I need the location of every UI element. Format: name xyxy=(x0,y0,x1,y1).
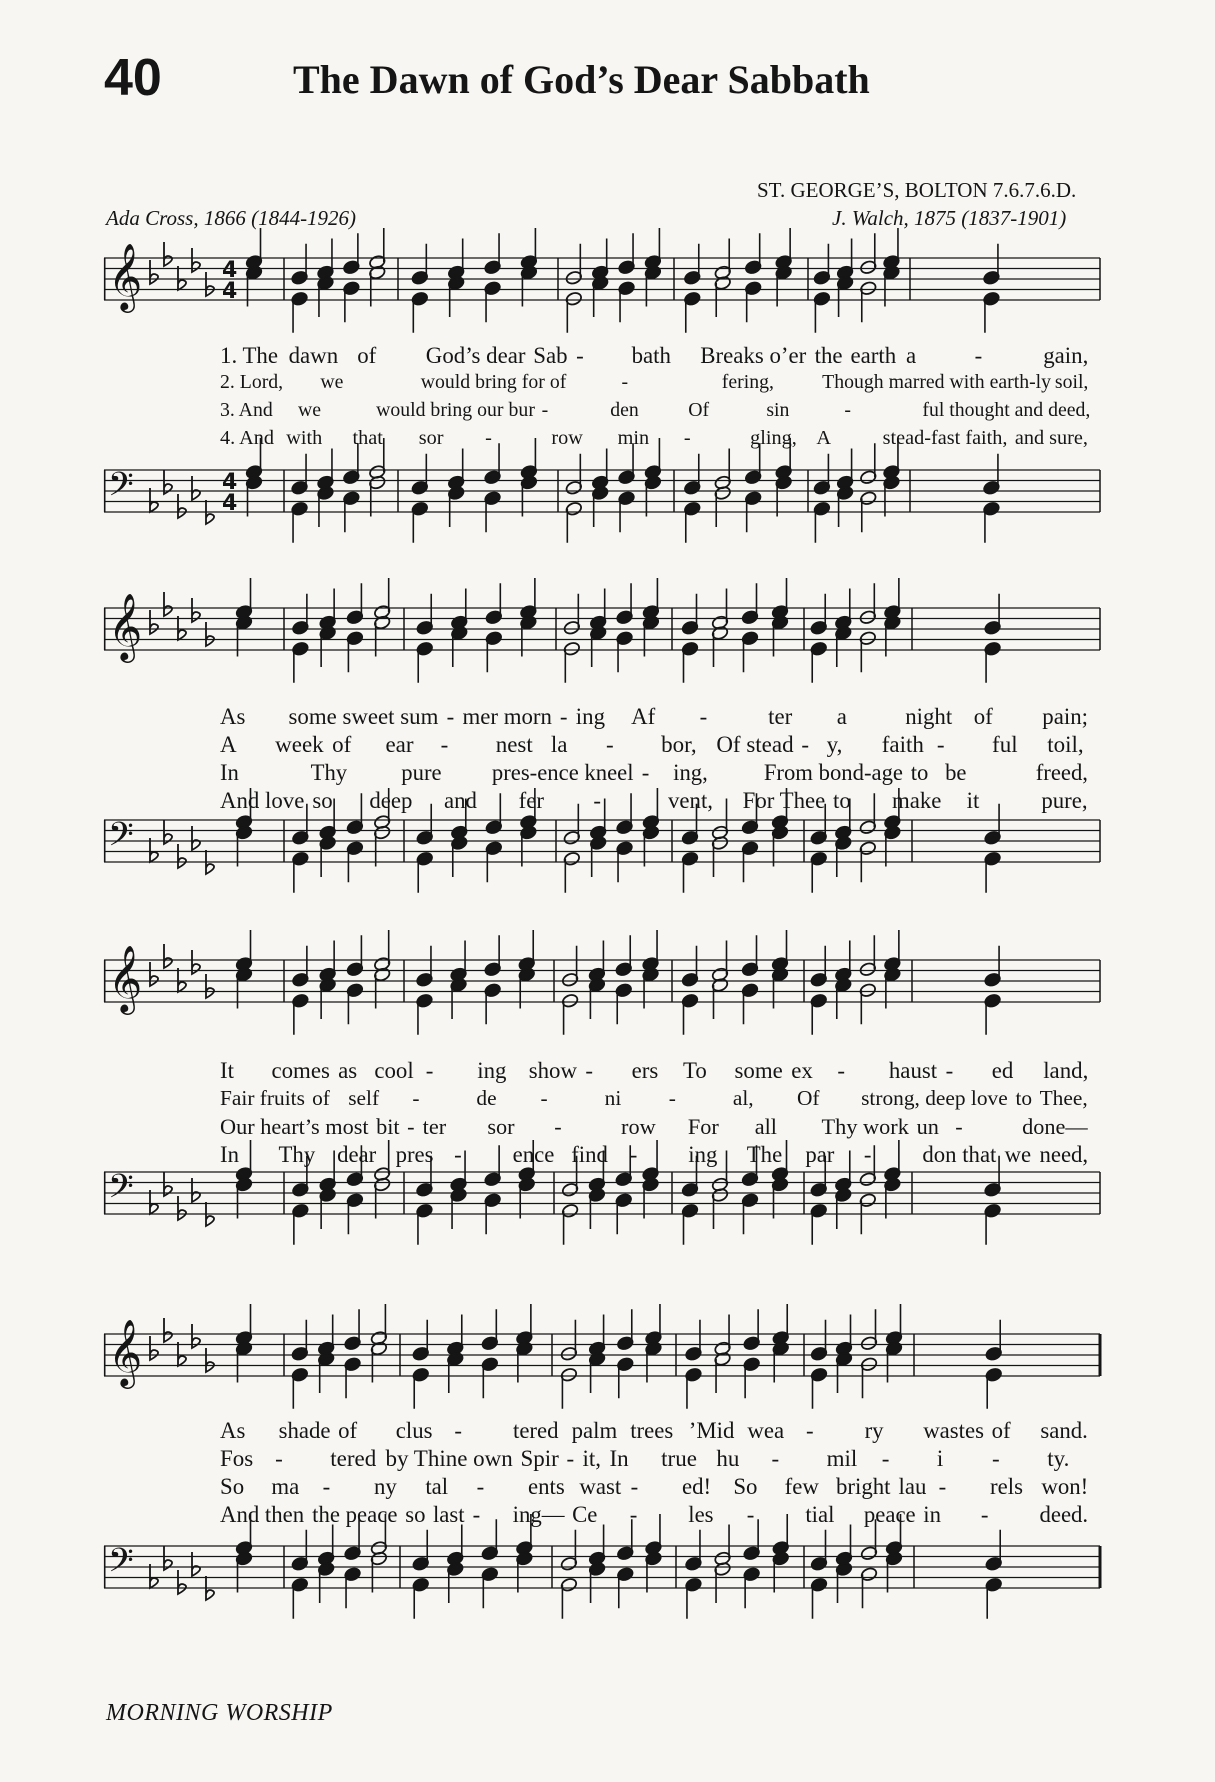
flat-icon xyxy=(164,242,172,266)
lyric-syllable: tered xyxy=(330,1446,377,1471)
lyric-syllable: a xyxy=(906,343,917,368)
lyric-syllable: It xyxy=(220,1058,234,1083)
lyric-syllable: true xyxy=(661,1446,697,1471)
lyric-syllable: Of stead xyxy=(716,732,794,757)
lyric-syllable: ma xyxy=(271,1474,300,1499)
lyric-syllable: of xyxy=(338,1418,358,1443)
lyric-syllable: - xyxy=(938,1474,947,1499)
lyric-syllable: sor xyxy=(487,1114,515,1139)
flat-icon xyxy=(178,844,186,868)
lyric-syllable: so xyxy=(312,788,333,813)
lyric-syllable: ter xyxy=(422,1114,447,1139)
flat-icon xyxy=(192,826,200,850)
lyric-syllable: Fair fruits xyxy=(220,1086,305,1110)
tune-name: ST. GEORGE’S, BOLTON 7.6.7.6.D. xyxy=(757,178,1077,202)
lyrics-block-1 xyxy=(220,343,1110,455)
lyric-syllable: - xyxy=(668,1086,676,1110)
lyric-syllable: soil, xyxy=(1054,371,1089,393)
lyric-syllable: - xyxy=(771,1446,780,1471)
lyric-syllable: So xyxy=(733,1474,758,1499)
lyric-syllable: pres xyxy=(395,1142,434,1167)
lyric-syllable: - xyxy=(554,1114,562,1139)
lyric-syllable: ny xyxy=(374,1474,397,1499)
lyrics-block-2 xyxy=(220,704,1110,816)
lyric-syllable: - xyxy=(641,760,650,785)
lyric-syllable: i xyxy=(936,1446,944,1471)
lyric-syllable: - xyxy=(446,704,455,729)
lyric-syllable: - xyxy=(936,732,945,757)
lyric-syllable: - xyxy=(945,1058,954,1083)
section-label: MORNING WORSHIP xyxy=(106,1700,333,1726)
lyric-syllable: clus xyxy=(395,1418,433,1443)
lyric-syllable: - xyxy=(454,1142,462,1167)
lyric-syllable: ing xyxy=(477,1058,507,1083)
lyric-syllable: gling, xyxy=(750,427,797,449)
time-signature-digit: 4 xyxy=(222,258,238,283)
lyric-syllable: - xyxy=(630,1474,639,1499)
lyric-syllable: cool xyxy=(374,1058,414,1083)
lyric-syllable: In xyxy=(220,1142,239,1167)
flat-icon xyxy=(164,592,172,616)
flat-icon xyxy=(150,610,158,634)
flat-icon xyxy=(192,1552,200,1576)
lyric-syllable: haust xyxy=(888,1058,938,1083)
flat-icon xyxy=(192,476,200,500)
lyric-syllable: Of xyxy=(688,399,710,421)
treble-clef-icon: 𝄞 xyxy=(108,592,143,660)
lyric-syllable: the peace xyxy=(312,1502,398,1527)
lyric-line-verse-4 xyxy=(220,1502,1110,1530)
hymn-title: The Dawn of God’s Dear Sabbath xyxy=(293,57,870,102)
lyric-syllable: de xyxy=(476,1086,497,1110)
lyric-syllable: - xyxy=(629,1142,638,1167)
lyric-syllable: the xyxy=(814,343,843,368)
lyric-syllable: row xyxy=(551,427,583,449)
time-signature-digit: 4 xyxy=(222,470,238,495)
lyric-syllable: - xyxy=(805,1418,814,1443)
lyric-syllable: a xyxy=(836,704,847,729)
lyric-syllable: bath xyxy=(631,343,671,368)
lyric-syllable: ing xyxy=(575,704,606,729)
lyric-syllable: - xyxy=(541,399,549,421)
lyric-syllable: - xyxy=(454,1418,462,1443)
lyric-syllable: freed, xyxy=(1035,760,1088,785)
lyric-syllable: ear xyxy=(385,732,414,757)
lyric-syllable: fering, xyxy=(721,371,774,393)
lyric-syllable: week xyxy=(275,732,324,757)
lyric-syllable: land, xyxy=(1043,1058,1089,1083)
lyric-syllable: To xyxy=(683,1058,707,1083)
lyric-syllable: ni xyxy=(604,1086,622,1110)
lyric-line-verse-2 xyxy=(220,371,1110,399)
lyric-syllable: self xyxy=(348,1086,380,1110)
lyric-syllable: - xyxy=(699,704,708,729)
flat-icon xyxy=(178,968,186,992)
lyric-syllable: Sab xyxy=(533,343,568,368)
lyric-syllable: In xyxy=(220,760,239,785)
lyric-syllable: Our heart’s most xyxy=(220,1114,369,1139)
lyric-syllable: dawn xyxy=(288,343,339,368)
lyric-syllable: few xyxy=(784,1474,819,1499)
lyric-syllable: wea xyxy=(747,1418,785,1443)
lyric-syllable: it, xyxy=(582,1446,601,1471)
lyric-line-verse-4 xyxy=(220,788,1110,816)
time-signature-digit: 4 xyxy=(222,491,238,516)
lyric-line-verse-3 xyxy=(220,1114,1110,1142)
lyric-syllable: - xyxy=(801,732,809,757)
treble-notes xyxy=(235,1304,1003,1409)
flat-icon xyxy=(150,962,158,986)
flat-icon xyxy=(178,494,186,518)
lyric-syllable: we xyxy=(298,399,322,421)
lyric-syllable: need, xyxy=(1039,1142,1089,1167)
lyric-line-verse-1 xyxy=(220,1058,1110,1086)
lyric-syllable: A xyxy=(816,427,832,449)
lyric-syllable: of xyxy=(357,343,377,368)
lyric-syllable: of xyxy=(312,1086,330,1110)
lyric-syllable: and sure, xyxy=(1014,427,1088,449)
lyric-line-verse-3 xyxy=(220,1474,1110,1502)
lyric-syllable: Thy xyxy=(278,1142,316,1167)
lyric-syllable: - xyxy=(629,1502,638,1527)
lyric-syllable: y, xyxy=(826,732,843,757)
flat-icon xyxy=(178,1196,186,1220)
lyric-syllable: earth xyxy=(850,343,897,368)
lyric-line-verse-2 xyxy=(220,1086,1110,1114)
lyric-syllable: so xyxy=(405,1502,426,1527)
lyric-syllable: last xyxy=(432,1502,465,1527)
lyric-syllable: ’Mid xyxy=(688,1418,735,1443)
lyric-line-verse-4 xyxy=(220,427,1110,455)
lyric-syllable: - xyxy=(746,1502,755,1527)
lyric-syllable: ful thought and deed, xyxy=(922,399,1091,421)
lyric-syllable: tial xyxy=(805,1502,835,1527)
lyric-syllable: - xyxy=(844,399,851,421)
lyric-syllable: sin xyxy=(766,399,790,421)
lyric-syllable: faith xyxy=(881,732,924,757)
lyric-syllable: ry xyxy=(864,1418,884,1443)
lyric-syllable: to xyxy=(910,760,929,785)
lyric-syllable: From bond-age xyxy=(763,760,903,785)
lyric-syllable: some sweet sum xyxy=(288,704,439,729)
lyric-syllable: - xyxy=(472,1502,481,1527)
lyric-syllable: - xyxy=(412,1086,420,1110)
lyric-syllable: to xyxy=(1015,1086,1033,1110)
lyric-syllable: - xyxy=(476,1474,485,1499)
treble-notes xyxy=(235,930,1002,1035)
lyric-syllable: ex xyxy=(791,1058,813,1083)
treble-notes xyxy=(235,578,1002,683)
lyric-syllable: all xyxy=(754,1114,777,1139)
lyric-syllable: ing xyxy=(688,1142,718,1167)
lyric-syllable: les xyxy=(688,1502,714,1527)
lyric-syllable: ence xyxy=(512,1142,555,1167)
lyric-syllable: gain, xyxy=(1043,343,1089,368)
lyric-syllable: par xyxy=(805,1142,835,1167)
lyric-syllable: won! xyxy=(1041,1474,1089,1499)
lyric-syllable: Breaks o’er xyxy=(700,343,807,368)
lyric-syllable: comes xyxy=(271,1058,330,1083)
lyric-syllable: - xyxy=(566,1446,575,1471)
lyric-syllable: Af xyxy=(631,704,656,729)
lyric-syllable: and xyxy=(444,788,477,813)
lyric-syllable: fer xyxy=(518,788,544,813)
lyric-syllable: would bring for xyxy=(420,371,545,393)
lyric-syllable: In xyxy=(609,1446,629,1471)
lyric-syllable: Ce xyxy=(572,1502,598,1527)
bass-clef-icon: 𝄢 xyxy=(108,1542,134,1588)
lyric-syllable: mer morn xyxy=(462,704,552,729)
composer-credit: J. Walch, 1875 (1837-1901) xyxy=(832,206,1067,230)
flat-icon xyxy=(150,1336,158,1360)
lyric-syllable: - xyxy=(863,1142,872,1167)
lyric-syllable: some xyxy=(734,1058,783,1083)
lyric-syllable: ed! xyxy=(682,1474,712,1499)
lyric-syllable: - xyxy=(275,1446,283,1471)
lyric-syllable: 2. Lord, xyxy=(220,371,284,393)
treble-clef-icon: 𝄞 xyxy=(108,1318,143,1386)
lyric-syllable: bit xyxy=(376,1114,400,1139)
lyric-line-verse-4 xyxy=(220,1142,1110,1170)
lyric-syllable: by Thine own xyxy=(385,1446,513,1471)
lyric-syllable: Thy xyxy=(310,760,348,785)
lyric-syllable: find xyxy=(571,1142,608,1167)
lyric-line-verse-2 xyxy=(220,1446,1110,1474)
lyric-syllable: Thy work xyxy=(821,1114,909,1139)
lyric-syllable: - xyxy=(540,1086,548,1110)
flat-icon xyxy=(164,1318,172,1342)
lyric-syllable: trees xyxy=(630,1418,674,1443)
lyric-syllable: ents xyxy=(528,1474,565,1499)
lyric-syllable: - xyxy=(974,343,983,368)
lyric-syllable: ing, xyxy=(673,760,708,785)
lyric-syllable: shade xyxy=(278,1418,331,1443)
flat-icon xyxy=(178,1342,186,1366)
lyric-syllable: pure xyxy=(401,760,442,785)
bass-clef-icon: 𝄢 xyxy=(108,816,134,862)
flat-icon xyxy=(206,622,214,646)
lyric-syllable: - xyxy=(593,788,601,813)
lyric-syllable: - xyxy=(621,371,629,393)
lyric-syllable: For xyxy=(687,1114,719,1139)
lyric-line-verse-3 xyxy=(220,760,1110,788)
lyric-syllable: Spir xyxy=(520,1446,559,1471)
lyric-syllable: wast xyxy=(579,1474,622,1499)
flat-icon xyxy=(164,944,172,968)
lyric-syllable: of xyxy=(549,371,567,393)
lyric-syllable: - xyxy=(585,1058,594,1083)
lyric-syllable: done— xyxy=(1022,1114,1088,1139)
lyric-syllable: And then xyxy=(220,1502,305,1527)
lyric-syllable: we xyxy=(320,371,344,393)
lyric-syllable: Though marred with earth-ly xyxy=(822,371,1052,393)
lyric-syllable: - xyxy=(837,1058,846,1083)
lyric-syllable: show xyxy=(528,1058,577,1083)
lyric-syllable: So xyxy=(220,1474,245,1499)
lyric-syllable: tal xyxy=(425,1474,449,1499)
lyric-syllable: deed. xyxy=(1039,1502,1089,1527)
lyric-syllable: sand. xyxy=(1040,1418,1088,1443)
lyric-syllable: 3. And xyxy=(220,399,273,421)
lyric-syllable: As xyxy=(220,704,246,729)
lyric-syllable: - xyxy=(955,1114,963,1139)
lyric-syllable: rels xyxy=(990,1474,1023,1499)
lyric-syllable: mil xyxy=(826,1446,858,1471)
lyric-syllable: den xyxy=(610,399,639,421)
lyric-syllable: - xyxy=(559,704,568,729)
lyric-syllable: Thee, xyxy=(1039,1086,1088,1110)
lyric-syllable: we xyxy=(1004,1142,1032,1167)
lyric-line-verse-1 xyxy=(220,704,1110,732)
lyric-syllable: ty. xyxy=(1047,1446,1070,1471)
lyric-syllable: - xyxy=(425,1058,434,1083)
lyric-syllable: - xyxy=(606,732,614,757)
lyric-syllable: - xyxy=(881,1446,890,1471)
lyric-syllable: bor, xyxy=(661,732,697,757)
lyric-syllable: with xyxy=(286,427,323,449)
lyric-syllable: pain; xyxy=(1042,704,1088,729)
lyric-syllable: 1. The xyxy=(220,343,279,368)
treble-clef-icon: 𝄞 xyxy=(108,242,143,310)
treble-clef-icon: 𝄞 xyxy=(108,944,143,1012)
lyric-syllable: stead-fast faith, xyxy=(882,427,1008,449)
lyric-syllable: sor xyxy=(418,427,444,449)
lyric-syllable: it xyxy=(966,788,980,813)
lyric-syllable: ed xyxy=(991,1058,1014,1083)
lyric-syllable: - xyxy=(683,427,691,449)
lyric-syllable: As xyxy=(220,1418,246,1443)
lyric-syllable: tered xyxy=(512,1418,559,1443)
lyric-syllable: - xyxy=(992,1446,1000,1471)
flat-icon xyxy=(178,266,186,290)
lyric-syllable: God’s dear xyxy=(425,343,526,368)
lyric-syllable: ter xyxy=(768,704,793,729)
lyric-syllable: wastes xyxy=(923,1418,984,1443)
lyrics-block-3 xyxy=(220,1058,1110,1170)
lyric-syllable: 4. And xyxy=(220,427,275,449)
lyric-syllable: don that xyxy=(922,1142,997,1167)
lyric-line-verse-1 xyxy=(220,343,1110,371)
flat-icon xyxy=(206,272,214,296)
lyric-syllable: hu xyxy=(716,1446,740,1471)
lyric-syllable: that xyxy=(352,427,383,449)
lyric-syllable: Fos xyxy=(220,1446,254,1471)
lyric-syllable: ful xyxy=(992,732,1018,757)
flat-icon xyxy=(150,260,158,284)
lyric-syllable: Of xyxy=(796,1086,820,1110)
lyric-syllable: al, xyxy=(732,1086,754,1110)
lyric-syllable: peace xyxy=(863,1502,916,1527)
lyric-syllable: - xyxy=(407,1114,415,1139)
lyric-syllable: ing— xyxy=(512,1502,565,1527)
flat-icon xyxy=(178,1570,186,1594)
lyric-syllable: un xyxy=(916,1114,939,1139)
lyric-syllable: A xyxy=(220,732,237,757)
lyric-syllable: min xyxy=(617,427,650,449)
bass-clef-icon: 𝄢 xyxy=(108,1168,134,1214)
lyric-syllable: of xyxy=(973,704,993,729)
lyric-syllable: would bring our xyxy=(376,399,504,421)
lyric-line-verse-2 xyxy=(220,732,1110,760)
lyric-syllable: bright xyxy=(836,1474,891,1499)
lyric-syllable: lau xyxy=(898,1474,927,1499)
lyric-syllable: vent, xyxy=(668,788,714,813)
bass-clef-icon: 𝄢 xyxy=(108,466,134,512)
treble-notes xyxy=(245,228,1000,333)
flat-icon xyxy=(178,616,186,640)
lyric-syllable: as xyxy=(338,1058,358,1083)
lyric-syllable: toil, xyxy=(1047,732,1084,757)
lyric-syllable: The xyxy=(746,1142,783,1167)
lyric-syllable: la xyxy=(550,732,568,757)
time-signature-digit: 4 xyxy=(222,279,238,304)
lyrics-block-4 xyxy=(220,1418,1110,1530)
flat-icon xyxy=(206,974,214,998)
lyric-syllable: - xyxy=(485,427,492,449)
lyric-syllable: row xyxy=(621,1114,656,1139)
lyric-syllable: bur xyxy=(508,399,535,421)
lyric-syllable: of xyxy=(332,732,352,757)
lyric-syllable: pres-ence kneel xyxy=(491,760,634,785)
lyric-syllable: pure, xyxy=(1041,788,1088,813)
flat-icon xyxy=(206,1348,214,1372)
lyric-syllable: palm xyxy=(571,1418,618,1443)
lyric-syllable: deep xyxy=(369,788,413,813)
flat-icon xyxy=(192,1178,200,1202)
hymn-number: 40 xyxy=(104,49,162,107)
lyric-syllable: to xyxy=(833,788,851,813)
lyric-syllable: For Thee xyxy=(742,788,826,813)
author-credit: Ada Cross, 1866 (1844-1926) xyxy=(106,206,357,230)
lyric-syllable: in xyxy=(923,1502,942,1527)
lyric-line-verse-3 xyxy=(220,399,1110,427)
lyric-syllable: of xyxy=(991,1418,1011,1443)
lyric-syllable: night xyxy=(905,704,953,729)
lyric-syllable: - xyxy=(322,1474,331,1499)
lyric-syllable: - xyxy=(980,1502,989,1527)
lyric-syllable: be xyxy=(945,760,967,785)
lyric-syllable: And love xyxy=(220,788,305,813)
lyric-line-verse-1 xyxy=(220,1418,1110,1446)
lyric-syllable: - xyxy=(576,343,584,368)
lyric-syllable: make xyxy=(892,788,942,813)
lyric-syllable: ers xyxy=(631,1058,659,1083)
lyric-syllable: - xyxy=(440,732,449,757)
lyric-syllable: nest xyxy=(495,732,533,757)
lyric-syllable: dear xyxy=(337,1142,377,1167)
lyric-syllable: strong, deep love xyxy=(861,1086,1008,1110)
